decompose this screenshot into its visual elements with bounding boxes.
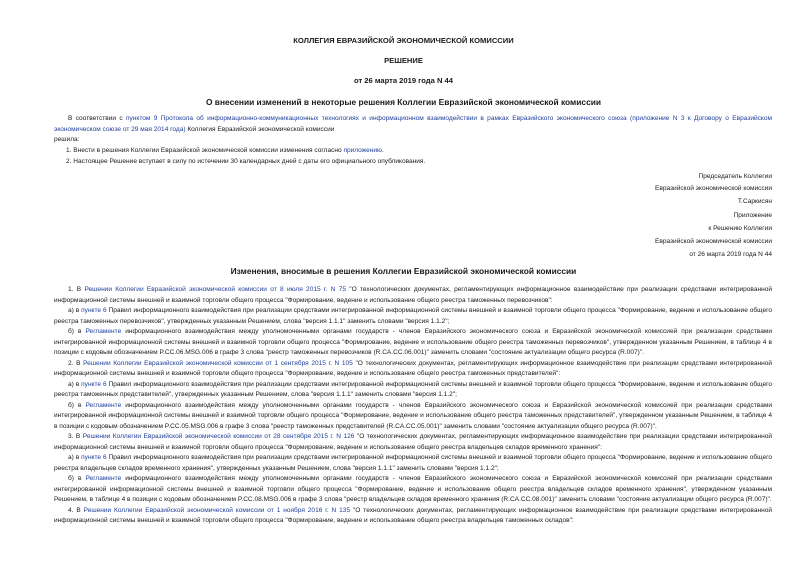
point-link[interactable]: пункте 6	[81, 380, 107, 388]
regulation-link[interactable]: Регламенте	[85, 328, 122, 335]
signature-role-2: Евразийской экономической комиссии	[654, 185, 772, 192]
decision-link[interactable]: Решении Коллегии Евразийской экономической комиссии от 8 июля 2015 г. N 75	[84, 286, 346, 293]
list-item: 2. В Решении Коллегии Евразийской экономической комиссии от 1 сентября 2015 г. N 105 "О технологических документах, регламентирующих информационное взаимодействие при реализации средствами интегрированной информационной системы внешней и взаимной торговли общего процесса "Формирование, ведение и использование общего реестра таможенных представителей":	[54, 359, 773, 377]
changes-list	[54, 285, 772, 527]
decision-link[interactable]: Решении Коллегии Евразийской экономической комиссии от 1 ноября 2016 г. N 135	[83, 506, 351, 514]
changes-title: Изменения, вносимые в решения Коллегии Евразийской экономической комиссии	[230, 266, 577, 276]
preamble-paragraph: В соответствии с пунктом 9 Протокола об информационно-коммуникационных технологиях и информационном взаимодействии в рамках Евразийского экономического союза (приложение N 3 к Договору о Евразийском экономическом союзе от 29 мая 2014 года) Коллегия Евразийской экономической комиссии	[54, 115, 772, 133]
list-item: б) в Регламенте информационного взаимодействия между уполномоченными органами государств - членов Евразийского экономического союза и Евразийской экономической комиссией при реализации средствами интегрированной информационной системы внешней и взаимной торговли общего процесса "Формирование, ведение и использование общего реестра владельцев складов временного хранения", утвержденном указанным Решением, в таблице 4 в позиции с кодовым обозначением P.CC.08.MSG.006 в графе 3 слова "реестр владельцев складов временного хранения (R.CA.CC.08.001)" заменить словами "состояние актуализации общего ресурса (R.007)".	[54, 475, 773, 503]
clause-1: 1. Внести в решения Коллегии Евразийской экономической комиссии изменения согласно приложению.	[66, 147, 384, 154]
list-item: 4. В Решении Коллегии Евразийской экономической комиссии от 1 ноября 2016 г. N 135 "О технологических документах, регламентирующих информационное взаимодействие при реализации средствами интегрированной информационной системы внешней и взаимной торговли общего процесса "Формирование, ведение и использование общего реестра владельцев таможенных складов":	[54, 506, 772, 524]
appendix-date: от 26 марта 2019 года N 44	[689, 251, 772, 258]
decided-label: решила:	[54, 136, 80, 143]
date-number: от 26 марта 2019 года N 44	[354, 76, 453, 85]
list-item: 3. В Решении Коллегии Евразийской экономической комиссии от 28 сентября 2015 г. N 126 "О технологических документах, регламентирующих информационное взаимодействие при реализации средствами интегрированной информационной системы внешней и взаимной торговли общего процесса "Формирование, ведение и использование общего реестра владельцев складов временного хранения":	[54, 433, 772, 451]
protocol-link[interactable]: пунктом 9 Протокола об информационно-коммуникационных технологиях и информационном взаимодействии в рамках Евразийского экономического союза (приложение N 3 к Договору о Евразийском экономическом союзе от 29 мая 2014 года)	[54, 115, 772, 133]
point-link[interactable]: пункте 6	[81, 307, 107, 314]
signature-role-1: Председатель Коллегии	[698, 173, 772, 180]
doc-type-heading: РЕШЕНИЕ	[384, 56, 423, 65]
appendix-to: к Решению Коллегии	[708, 225, 772, 232]
list-item: б) в Регламенте информационного взаимодействия между уполномоченными органами государств - членов Евразийского экономического союза и Евразийской экономической комиссией при реализации средствами интегрированной информационной системы внешней и взаимной торговли общего процесса "Формирование, ведение и использование общего реестра таможенных представителей", утвержденном указанным Решением, в таблице 4 в позиции с кодовым обозначением P.CC.05.MSG.006 в графе 3 слова "реестр таможенных представителей (R.CA.CC.05.001)" заменить словами "состояние актуализации общего ресурса (R.007)".	[54, 401, 773, 430]
decision-link[interactable]: Решении Коллегии Евразийской экономической комиссии от 28 сентября 2015 г. N 126	[82, 433, 355, 440]
list-item: а) в пункте 6 Правил информационного взаимодействия при реализации средствами интегрированной информационной системы внешней и взаимной торговли общего процесса "Формирование, ведение и использование общего реестра таможенных перевозчиков", утвержденных указанным Решением, слова "версия 1.1.1" заменить словами "версия 1.1.2";	[54, 307, 772, 325]
decision-link[interactable]: Решении Коллегии Евразийской экономической комиссии от 1 сентября 2015 г. N 105	[83, 359, 353, 367]
list-item: а) в пункте 6 Правил информационного взаимодействия при реализации средствами интегрированной информационной системы внешней и взаимной торговли общего процесса "Формирование, ведение и использование общего реестра владельцев складов временного хранения", утвержденных указанным Решением, слова "версия 1.1.1" заменить словами "версия 1.1.2";	[54, 454, 772, 472]
regulation-link[interactable]: Регламенте	[85, 401, 122, 409]
clause-2: 2. Настоящее Решение вступает в силу по истечении 30 календарных дней с даты его официального опубликования.	[66, 158, 426, 165]
list-item: 1. В Решении Коллегии Евразийской экономической комиссии от 8 июля 2015 г. N 75 "О технологических документах, регламентирующих информационное взаимодействие при реализации средствами интегрированной информационной системы внешней и взаимной торговли общего процесса "Формирование, ведение и использование общего реестра таможенных перевозчиков":	[54, 286, 773, 304]
point-link[interactable]: пункте 6	[81, 454, 107, 461]
appendix-link[interactable]: приложению	[343, 147, 382, 154]
list-item: а) в пункте 6 Правил информационного взаимодействия при реализации средствами интегрированной информационной системы внешней и взаимной торговли общего процесса "Формирование, ведение и использование общего реестра таможенных представителей", утвержденных указанным Решением, слова "версия 1.1.1" заменить словами "версия 1.1.2";	[54, 380, 772, 398]
document-title: О внесении изменений в некоторые решения Коллегии Евразийской экономической комиссии	[205, 97, 602, 107]
list-item: б) в Регламенте информационного взаимодействия между уполномоченными органами государств - членов Евразийского экономического союза и Евразийской экономической комиссией при реализации средствами интегрированной информационной системы внешней и взаимной торговли общего процесса "Формирование, ведение и использование общего реестра таможенных перевозчиков", утвержденном указанным Решением, в таблице 4 в позиции с кодовым обозначением P.CC.06.MSG.006 в графе 3 слова "реестр таможенных перевозчиков (R.CA.CC.06.001)" заменить словами "состояние актуализации общего ресурса (R.007)".	[54, 328, 773, 356]
org-heading: КОЛЛЕГИЯ ЕВРАЗИЙСКОЙ ЭКОНОМИЧЕСКОЙ КОМИССИИ	[293, 36, 514, 45]
appendix-label: Приложение	[733, 212, 772, 219]
appendix-org: Евразийской экономической комиссии	[654, 238, 772, 245]
signature-name: Т.Саркисян	[737, 198, 772, 205]
regulation-link[interactable]: Регламенте	[85, 475, 122, 482]
